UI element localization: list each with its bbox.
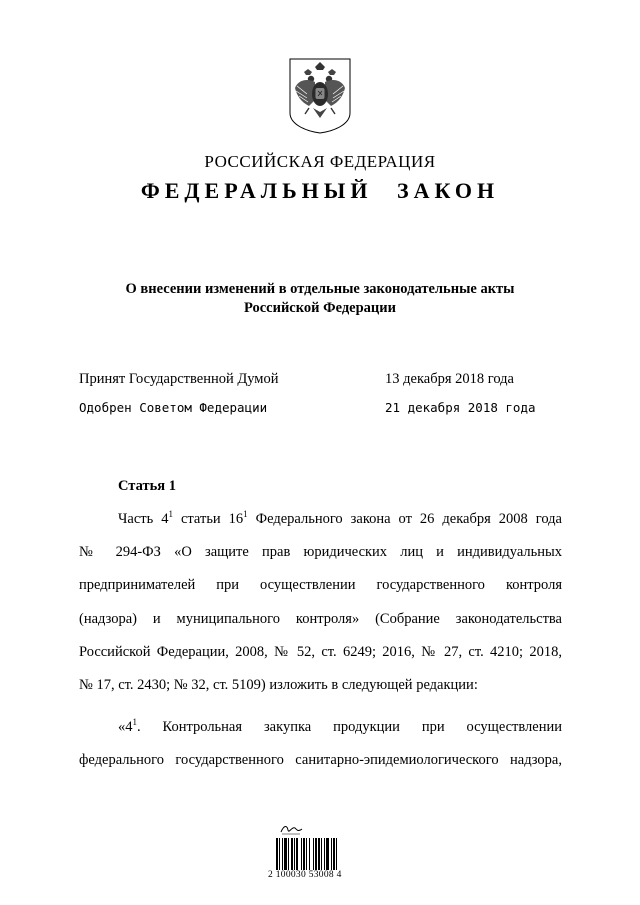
body-line [118,717,562,737]
body-line: федерального государственного санитарно-эпидемиологического надзора, [79,752,562,768]
handwritten-mark-icon [278,822,308,836]
article-heading: Статья 1 [118,478,176,494]
text-run: . Контрольная закупка продукции при осуществлении [137,719,562,735]
body-line [118,509,562,529]
text-run: Федерального закона от 26 декабря 2008 года [247,511,562,527]
law-title [0,280,640,318]
text-run: статьи 16 [172,511,244,527]
text-run: Часть 4 [118,511,169,527]
council-label: Одобрен Советом Федерации [79,400,268,415]
duma-date: 13 декабря 2018 года [385,371,514,387]
body-line: № 294-ФЗ «О защите прав юридических лиц и индивидуальных [79,544,562,560]
law-title-line-1: О внесении изменений в отдельные законодательные акты [125,281,515,297]
council-date: 21 декабря 2018 года [385,400,536,415]
law-title-line-2: Российской Федерации [243,300,396,316]
barcode-number: 2 100030 53008 4 [268,870,342,880]
text-run: «4 [118,719,133,735]
superscript: 1 [132,717,137,727]
superscript: 1 [243,509,248,519]
duma-label: Принят Государственной Думой [79,371,279,387]
superscript: 1 [168,509,173,519]
body-line: № 17, ст. 2430; № 32, ст. 5109) изложить в следующей редакции: [79,677,478,693]
country-name: РОССИЙСКАЯ ФЕДЕРАЦИЯ [204,152,436,171]
body-line: предпринимателей при осуществлении государственного контроля [79,577,562,593]
barcode-icon [276,838,360,870]
document-type: ФЕДЕРАЛЬНЫЙ ЗАКОН [140,178,500,203]
russian-coat-of-arms-icon [289,58,351,134]
barcode-block [268,820,368,882]
body-line: (надзора) и муниципального контроля» (Собрание законодательства [79,611,562,627]
body-line: Российской Федерации, 2008, № 52, ст. 6249; 2016, № 27, ст. 4210; 2018, [79,644,562,660]
